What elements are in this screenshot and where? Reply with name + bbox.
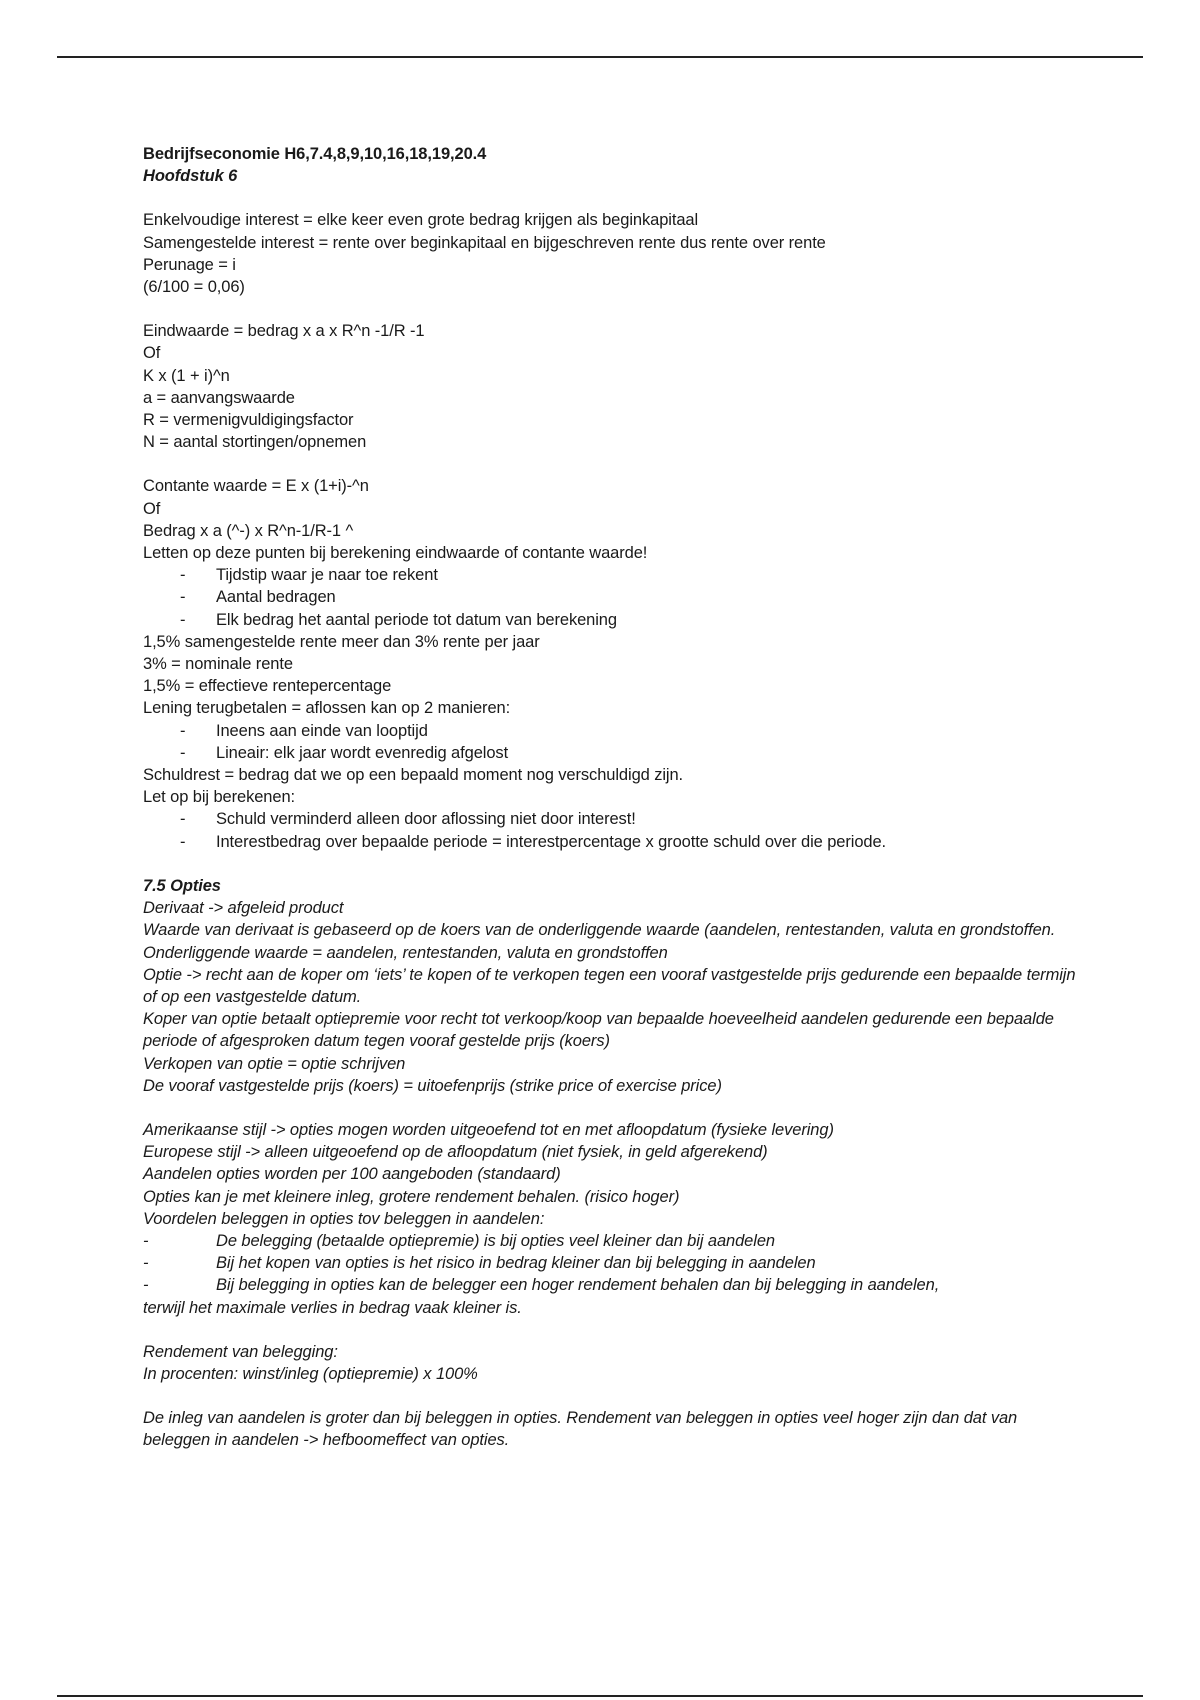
text-line: K x (1 + i)^n <box>143 366 230 385</box>
list-item <box>143 808 1083 830</box>
text-line: Opties kan je met kleinere inleg, grotere rendement behalen. (risico hoger) <box>143 1187 680 1206</box>
text-line: Of <box>143 344 161 363</box>
list-item <box>143 742 1083 764</box>
text-line: Schuldrest = bedrag dat we op een bepaald moment nog verschuldigd zijn. <box>143 766 684 785</box>
list-item-text: De belegging (betaalde optiepremie) is bij opties veel kleiner dan bij aandelen <box>216 1231 775 1250</box>
text-line: N = aantal stortingen/opnemen <box>143 433 367 452</box>
list-item-text: Lineair: elk jaar wordt evenredig afgelost <box>216 743 509 762</box>
text-line: 1,5% samengestelde rente meer dan 3% rente per jaar <box>143 632 540 651</box>
list-item-text: Interestbedrag over bepaalde periode = interestpercentage x grootte schuld over die periode. <box>216 832 887 851</box>
text-line: Waarde van derivaat is gebaseerd op de koers van de onderliggende waarde (aandelen, rentestanden, valuta en grondstoffen. <box>143 921 1056 940</box>
bullet-dash: - <box>143 1276 149 1295</box>
text-line: De vooraf vastgestelde prijs (koers) = uitoefenprijs (strike price of exercise price) <box>143 1076 722 1095</box>
list-item <box>143 720 1083 742</box>
text-line: De inleg van aandelen is groter dan bij beleggen in opties. Rendement van beleggen in opties veel hoger zijn dan dat van beleggen in aandelen -> hefboomeffect van opties. <box>143 1409 1018 1450</box>
footer-rule <box>57 1695 1143 1697</box>
text-line: Verkopen van optie = optie schrijven <box>143 1054 406 1073</box>
text-line: Rendement van belegging: <box>143 1342 338 1361</box>
bullet-dash: - <box>180 588 186 607</box>
bullet-dash: - <box>143 1231 149 1250</box>
text-line: In procenten: winst/inleg (optiepremie) x 100% <box>143 1364 478 1383</box>
text-line: Bedrag x a (^-) x R^n-1/R-1 ^ <box>143 521 354 540</box>
list-item-text: Bij belegging in opties kan de belegger een hoger rendement behalen dan bij belegging in aandelen, <box>216 1276 940 1295</box>
list-item-text: Schuld verminderd alleen door aflossing niet door interest! <box>216 810 636 829</box>
text-line: terwijl het maximale verlies in bedrag vaak kleiner is. <box>143 1298 522 1317</box>
list-item-text: Tijdstip waar je naar toe rekent <box>216 566 438 585</box>
text-line: Of <box>143 499 161 518</box>
list-item-text: Elk bedrag het aantal periode tot datum van berekening <box>216 610 617 629</box>
text-line: Lening terugbetalen = aflossen kan op 2 manieren: <box>143 699 511 718</box>
text-line: Contante waarde = E x (1+i)-^n <box>143 477 369 496</box>
text-line: Derivaat -> afgeleid product <box>143 899 344 918</box>
text-line: Letten op deze punten bij berekening eindwaarde of contante waarde! <box>143 544 648 563</box>
bullet-dash: - <box>143 1254 149 1273</box>
text-line: Samengestelde interest = rente over beginkapitaal en bijgeschreven rente dus rente over rente <box>143 233 826 252</box>
header-rule <box>57 56 1143 58</box>
text-line: Perunage = i <box>143 255 236 274</box>
bullet-dash: - <box>180 743 186 762</box>
list-item-text: Aantal bedragen <box>216 588 336 607</box>
list-item <box>143 831 1083 853</box>
text-line: Eindwaarde = bedrag x a x R^n -1/R -1 <box>143 322 425 341</box>
list-item <box>143 564 1083 586</box>
text-line: Amerikaanse stijl -> opties mogen worden uitgeoefend tot en met afloopdatum (fysieke levering) <box>143 1120 834 1139</box>
text-line: Onderliggende waarde = aandelen, rentestanden, valuta en grondstoffen <box>143 943 668 962</box>
text-line: Enkelvoudige interest = elke keer even grote bedrag krijgen als beginkapitaal <box>143 211 699 230</box>
bullet-dash: - <box>180 610 186 629</box>
text-line: 3% = nominale rente <box>143 655 293 674</box>
text-line: R = vermenigvuldigingsfactor <box>143 411 354 430</box>
list-item-text: Bij het kopen van opties is het risico in bedrag kleiner dan bij belegging in aandelen <box>216 1254 816 1273</box>
text-line: Koper van optie betaalt optiepremie voor recht tot verkoop/koop van bepaalde hoeveelheid aandelen gedurende een bepaalde periode of afgesproken datum tegen vooraf gestelde prijs (koers) <box>143 1010 1054 1051</box>
bullet-dash: - <box>180 566 186 585</box>
list-item <box>143 1230 1083 1252</box>
section-heading: 7.5 Opties <box>143 876 221 895</box>
text-line: Aandelen opties worden per 100 aangeboden (standaard) <box>143 1165 561 1184</box>
bullet-dash: - <box>180 721 186 740</box>
list-item <box>143 1252 1083 1274</box>
text-line: Optie -> recht aan de koper om ‘iets’ te kopen of te verkopen tegen een vooraf vastgestelde prijs gedurende een bepaalde termijn of op een vastgestelde datum. <box>143 965 1076 1006</box>
text-line: (6/100 = 0,06) <box>143 278 245 297</box>
document-title: Bedrijfseconomie H6,7.4,8,9,10,16,18,19,20.4 <box>143 145 487 163</box>
list-item <box>143 586 1083 608</box>
list-item-text: Ineens aan einde van looptijd <box>216 721 428 740</box>
text-line: 1,5% = effectieve rentepercentage <box>143 677 392 696</box>
bullet-dash: - <box>180 832 186 851</box>
bullet-dash: - <box>180 810 186 829</box>
list-item <box>143 1274 1083 1296</box>
text-line: a = aanvangswaarde <box>143 388 295 407</box>
text-line: Let op bij berekenen: <box>143 788 296 807</box>
list-item <box>143 609 1083 631</box>
text-line: Voordelen beleggen in opties tov beleggen in aandelen: <box>143 1209 545 1228</box>
chapter-heading: Hoofdstuk 6 <box>143 167 238 186</box>
document-body <box>143 143 1083 1452</box>
text-line: Europese stijl -> alleen uitgeoefend op de afloopdatum (niet fysiek, in geld afgerekend) <box>143 1143 768 1162</box>
